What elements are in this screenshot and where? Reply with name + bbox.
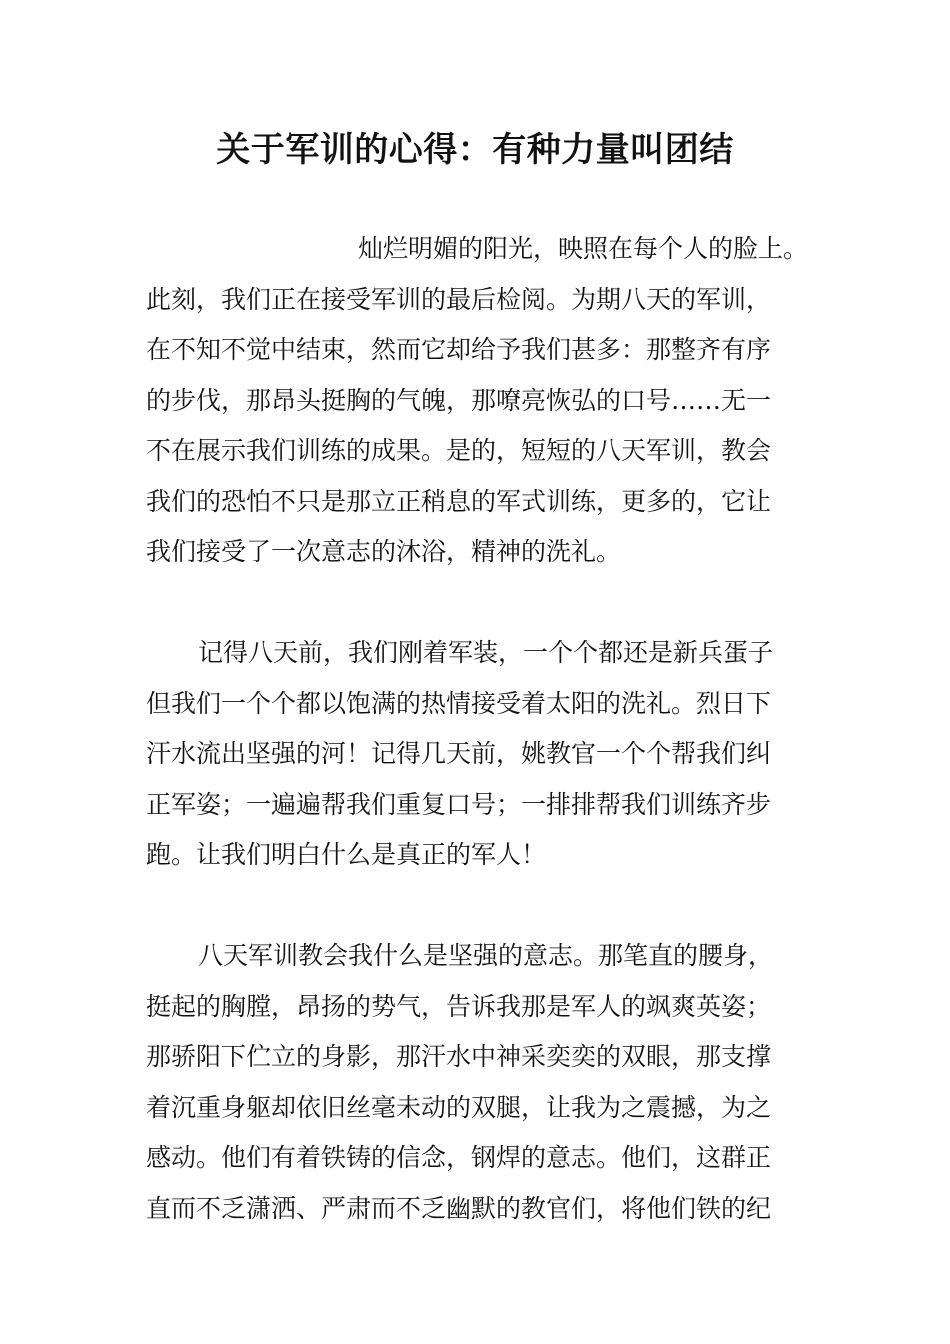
paragraph-gap xyxy=(146,578,826,629)
text-line: 我们接受了一次意志的沐浴，精神的洗礼。 xyxy=(146,537,622,566)
body-text xyxy=(146,224,826,1234)
paragraph-1 xyxy=(146,224,826,578)
text-line: 我们的恐怕不只是那立正稍息的军式训练，更多的，它让 xyxy=(146,486,772,516)
text-line: 跑。让我们明白什么是真正的军人！ xyxy=(146,840,547,869)
text-line: 着沉重身躯却依旧丝毫未动的双腿，让我为之震撼，为之 xyxy=(146,1092,772,1122)
text-line: 此刻，我们正在接受军训的最后检阅。为期八天的军训， xyxy=(146,284,772,314)
text-line: 正军姿；一遍遍帮我们重复口号；一排排帮我们训练齐步 xyxy=(146,789,772,819)
text-line: 但我们一个个都以饱满的热情接受着太阳的洗礼。烈日下 xyxy=(146,688,772,718)
text-line: 那骄阳下伫立的身影，那汗水中神采奕奕的双眼，那支撑 xyxy=(146,1042,772,1071)
text-line: 的步伐，那昂头挺胸的气魄，那嘹亮恢弘的口号……无一 xyxy=(146,385,772,415)
text-line: 汗水流出坚强的河！记得几天前，姚教官一个个帮我们纠 xyxy=(146,739,772,768)
text-line: 灿烂明媚的阳光，映照在每个人的脸上。 xyxy=(358,234,809,263)
text-line: 不在展示我们训练的成果。是的，短短的八天军训，教会 xyxy=(146,436,772,465)
page-title: 关于军训的心得：有种力量叫团结 xyxy=(216,130,734,170)
text-line: 直而不乏潇洒、严肃而不乏幽默的教官们，将他们铁的纪 xyxy=(146,1193,772,1223)
paragraph-3 xyxy=(146,931,826,1234)
text-line: 八天军训教会我什么是坚强的意志。那笔直的腰身， xyxy=(198,941,774,970)
text-line: 挺起的胸膛，昂扬的势气，告诉我那是军人的飒爽英姿； xyxy=(146,991,772,1021)
paragraph-gap xyxy=(146,881,826,932)
paragraph-2 xyxy=(146,628,826,881)
text-line: 感动。他们有着铁铸的信念，钢焊的意志。他们，这群正 xyxy=(146,1143,772,1172)
text-line: 记得八天前，我们刚着军装，一个个都还是新兵蛋子 xyxy=(198,638,774,667)
text-line: 在不知不觉中结束，然而它却给予我们甚多：那整齐有序 xyxy=(146,335,772,364)
